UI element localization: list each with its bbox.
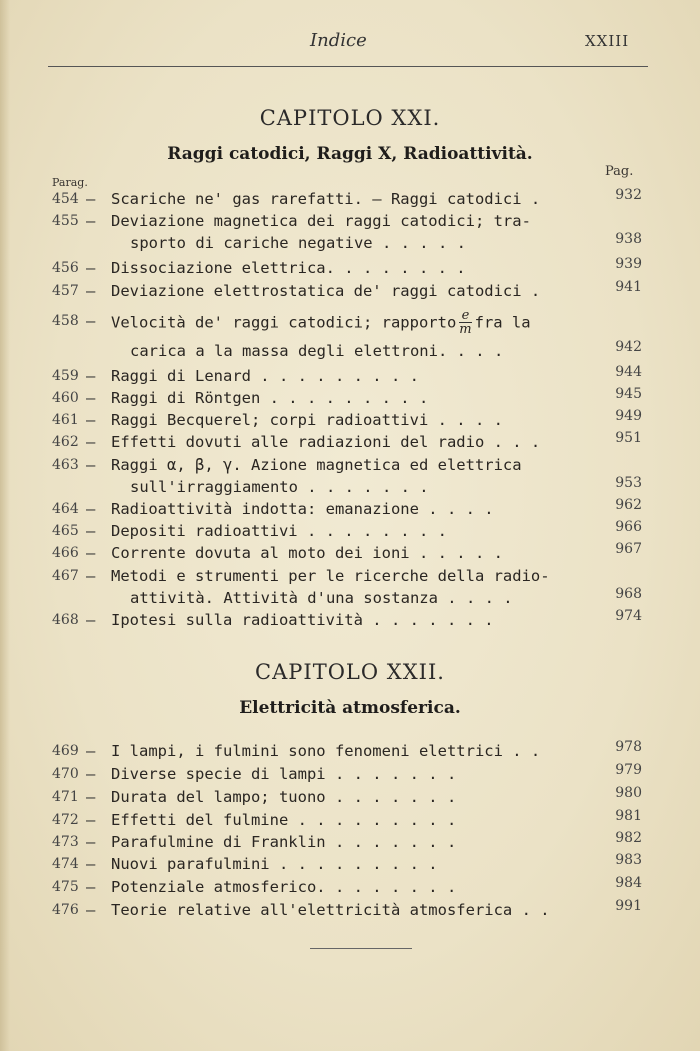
- entry-page: 968: [615, 586, 642, 602]
- end-rule: [310, 948, 412, 949]
- entry-title-continued: carica a la massa degli elettroni. . . .: [130, 342, 504, 360]
- entry-page: 932: [615, 187, 642, 203]
- entry-page: 978: [615, 739, 642, 755]
- page-header: [0, 30, 700, 54]
- fraction-numerator: e: [461, 308, 470, 323]
- chapter-21-title: Raggi catodici, Raggi X, Radioattività.: [167, 144, 533, 164]
- entry-dash: —: [86, 312, 96, 330]
- entry-title: Potenziale atmosferico. . . . . . . .: [111, 878, 457, 896]
- entry-page: 983: [615, 852, 642, 868]
- entry-dash: —: [86, 544, 96, 562]
- entry-title: Parafulmine di Franklin . . . . . . .: [111, 833, 457, 851]
- toc-entry-467-cont[interactable]: [52, 587, 652, 609]
- entry-page: 966: [615, 519, 642, 535]
- entry-title: Effetti del fulmine . . . . . . . . .: [111, 811, 457, 829]
- toc-entry-454[interactable]: [52, 188, 652, 210]
- entry-number: 463: [52, 457, 79, 473]
- entry-page: 980: [615, 785, 642, 801]
- entry-title-end: fra la: [474, 313, 531, 332]
- entry-dash: —: [86, 567, 96, 585]
- entry-dash: —: [86, 367, 96, 385]
- entry-number: 466: [52, 545, 79, 561]
- toc-entry-467[interactable]: [52, 565, 652, 587]
- entry-title: Deviazione elettrostatica de' raggi catodici .: [111, 282, 541, 300]
- toc-entry-458[interactable]: [52, 310, 652, 338]
- entry-page: 967: [615, 541, 642, 557]
- entry-dash: —: [86, 742, 96, 760]
- entry-number: 457: [52, 283, 79, 299]
- page-number: XXIII: [585, 32, 630, 50]
- toc-entry-476[interactable]: [52, 899, 652, 921]
- entry-dash: —: [86, 878, 96, 896]
- entry-page: 979: [615, 762, 642, 778]
- entry-page: 939: [615, 256, 642, 272]
- entry-dash: —: [86, 411, 96, 429]
- e-over-m-fraction: [459, 310, 471, 336]
- entry-title: Raggi α, β, γ. Azione magnetica ed elettrica: [111, 456, 522, 474]
- chapter-21-heading: CAPITOLO XXI.: [259, 106, 441, 130]
- toc-entry-456[interactable]: [52, 257, 652, 279]
- toc-entry-472[interactable]: [52, 809, 652, 831]
- chapter-22-heading: CAPITOLO XXII.: [255, 660, 445, 684]
- running-title: Indice: [310, 30, 367, 51]
- entry-page: 984: [615, 875, 642, 891]
- toc-entry-461[interactable]: [52, 409, 652, 431]
- entry-dash: —: [86, 522, 96, 540]
- toc-entry-463[interactable]: [52, 454, 652, 476]
- entry-title: Nuovi parafulmini . . . . . . . . .: [111, 855, 438, 873]
- entry-title: Scariche ne' gas rarefatti. — Raggi catodici .: [111, 190, 541, 208]
- entry-dash: —: [86, 212, 96, 230]
- entry-number: 475: [52, 879, 79, 895]
- toc-entry-470[interactable]: [52, 763, 652, 785]
- entry-number: 472: [52, 812, 79, 828]
- entry-number: 474: [52, 856, 79, 872]
- entry-title: Deviazione magnetica dei raggi catodici; tra-: [111, 212, 531, 230]
- header-rule: [48, 66, 648, 67]
- entry-number: 470: [52, 766, 79, 782]
- entry-title: Ipotesi sulla radioattività . . . . . . .: [111, 611, 494, 629]
- entry-dash: —: [86, 190, 96, 208]
- entry-title: I lampi, i fulmini sono fenomeni elettrici . .: [111, 742, 541, 760]
- entry-number: 465: [52, 523, 79, 539]
- entry-page: 942: [615, 339, 642, 355]
- entry-number: 456: [52, 260, 79, 276]
- toc-entry-458-cont[interactable]: [52, 340, 652, 362]
- entry-number: 467: [52, 568, 79, 584]
- entry-dash: —: [86, 259, 96, 277]
- toc-entry-460[interactable]: [52, 387, 652, 409]
- toc-entry-455-cont[interactable]: [52, 232, 652, 254]
- entry-title: Raggi Becquerel; corpi radioattivi . . . .: [111, 411, 503, 429]
- entry-page: 944: [615, 364, 642, 380]
- entry-title: Radioattività indotta: emanazione . . . .: [111, 500, 494, 518]
- pag-label: Pag.: [605, 164, 634, 179]
- entry-dash: —: [86, 765, 96, 783]
- entry-page: 962: [615, 497, 642, 513]
- toc-entry-465[interactable]: [52, 520, 652, 542]
- entry-number: 460: [52, 390, 79, 406]
- entry-title: Durata del lampo; tuono . . . . . . .: [111, 788, 457, 806]
- toc-entry-464[interactable]: [52, 498, 652, 520]
- entry-title: Raggi di Lenard . . . . . . . . .: [111, 367, 419, 385]
- entry-dash: —: [86, 901, 96, 919]
- entry-number: 476: [52, 902, 79, 918]
- chapter-22-title: Elettricità atmosferica.: [239, 698, 461, 718]
- toc-entry-475[interactable]: [52, 876, 652, 898]
- entry-title-start: Velocità de' raggi catodici; rapporto: [111, 313, 457, 332]
- entry-dash: —: [86, 811, 96, 829]
- entry-number: 469: [52, 743, 79, 759]
- entry-title: Effetti dovuti alle radiazioni del radio . . .: [111, 433, 541, 451]
- toc-entry-469[interactable]: [52, 740, 652, 762]
- entry-title: Diverse specie di lampi . . . . . . .: [111, 765, 457, 783]
- entry-title: Dissociazione elettrica. . . . . . . .: [111, 259, 466, 277]
- entry-title: Corrente dovuta al moto dei ioni . . . . .: [111, 544, 503, 562]
- entry-title-continued: sull'irraggiamento . . . . . . .: [130, 478, 429, 496]
- entry-number: 471: [52, 789, 79, 805]
- entry-title: Depositi radioattivi . . . . . . . .: [111, 522, 447, 540]
- entry-number: 462: [52, 434, 79, 450]
- entry-dash: —: [86, 833, 96, 851]
- parag-label: Parag.: [52, 176, 88, 189]
- entry-title-continued: sporto di cariche negative . . . . .: [130, 234, 466, 252]
- entry-number: 455: [52, 213, 79, 229]
- toc-entry-468[interactable]: [52, 609, 652, 631]
- toc-entry-466[interactable]: [52, 542, 652, 564]
- toc-entry-473[interactable]: [52, 831, 652, 853]
- toc-entry-455[interactable]: [52, 210, 652, 232]
- entry-title: [111, 310, 531, 336]
- entry-dash: —: [86, 282, 96, 300]
- entry-dash: —: [86, 611, 96, 629]
- entry-title: Teorie relative all'elettricità atmosferica . .: [111, 901, 550, 919]
- toc-entry-462[interactable]: [52, 431, 652, 453]
- entry-page: 938: [615, 231, 642, 247]
- entry-number: 459: [52, 368, 79, 384]
- entry-page: 951: [615, 430, 642, 446]
- toc-entry-471[interactable]: [52, 786, 652, 808]
- entry-dash: —: [86, 500, 96, 518]
- entry-dash: —: [86, 855, 96, 873]
- entry-title-continued: attività. Attività d'una sostanza . . . .: [130, 589, 513, 607]
- entry-number: 464: [52, 501, 79, 517]
- entry-page: 949: [615, 408, 642, 424]
- fraction-denominator: m: [459, 322, 472, 337]
- entry-dash: —: [86, 433, 96, 451]
- entry-title: Raggi di Röntgen . . . . . . . . .: [111, 389, 429, 407]
- entry-dash: —: [86, 456, 96, 474]
- entry-title: Metodi e strumenti per le ricerche della radio-: [111, 567, 550, 585]
- toc-entry-457[interactable]: [52, 280, 652, 302]
- entry-dash: —: [86, 788, 96, 806]
- toc-entry-463-cont[interactable]: [52, 476, 652, 498]
- entry-dash: —: [86, 389, 96, 407]
- entry-page: 953: [615, 475, 642, 491]
- entry-number: 468: [52, 612, 79, 628]
- entry-page: 941: [615, 279, 642, 295]
- entry-page: 974: [615, 608, 642, 624]
- toc-entry-474[interactable]: [52, 853, 652, 875]
- toc-entry-459[interactable]: [52, 365, 652, 387]
- entry-number: 461: [52, 412, 79, 428]
- entry-number: 458: [52, 313, 79, 329]
- entry-page: 945: [615, 386, 642, 402]
- entry-number: 473: [52, 834, 79, 850]
- entry-number: 454: [52, 191, 79, 207]
- entry-page: 981: [615, 808, 642, 824]
- entry-page: 982: [615, 830, 642, 846]
- entry-page: 991: [615, 898, 642, 914]
